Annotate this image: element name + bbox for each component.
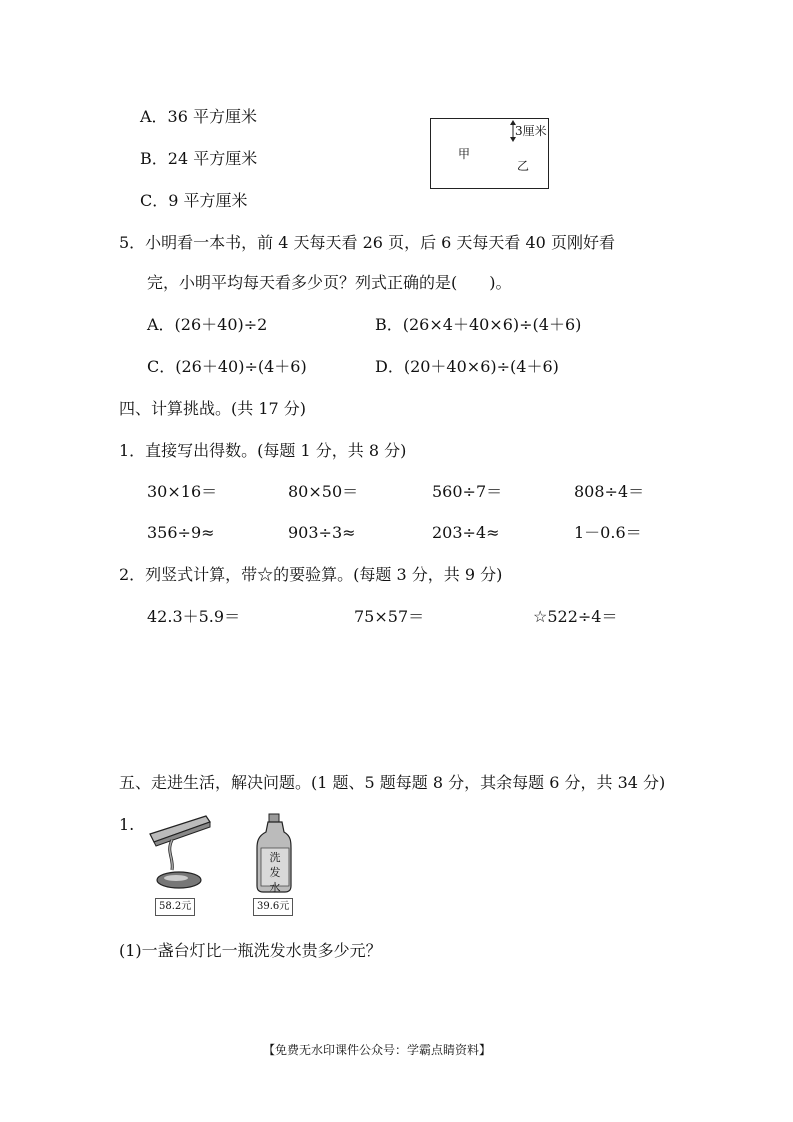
calc-item: 808÷4＝ (574, 482, 645, 501)
calc-item: 356÷9≈ (147, 523, 215, 542)
section-5-q1-part-1: (1)一盏台灯比一瓶洗发水贵多少元？ (119, 941, 382, 960)
shampoo-label (267, 850, 283, 895)
q5-option-a: A．(26＋40)÷2 (147, 315, 268, 334)
calc-item: 903÷3≈ (288, 523, 356, 542)
section-4-subtitle-2: 2．列竖式计算，带☆的要验算。(每题 3 分，共 9 分) (119, 565, 503, 584)
q4-option-b: B．24 平方厘米 (140, 149, 258, 168)
figure-dimension-label: 3厘米 (515, 124, 547, 138)
section-5-title: 五、走进生活，解决问题。(1 题、5 题每题 8 分，其余每题 6 分，共 34 分) (119, 773, 666, 792)
section-5-q1-number: 1. (119, 815, 135, 834)
q5-option-d: D．(20＋40×6)÷(4＋6) (375, 357, 559, 376)
calc-item: 30×16＝ (147, 482, 218, 501)
section-4-title: 四、计算挑战。(共 17 分) (119, 399, 307, 418)
calc-item: 203÷4≈ (432, 523, 500, 542)
shampoo-label-char: 水 (269, 881, 281, 894)
q5-line-1: 5．小明看一本书，前 4 天每天看 26 页，后 6 天每天看 40 页刚好看 (119, 233, 615, 252)
q5-option-b: B．(26×4＋40×6)÷(4＋6) (375, 315, 582, 334)
q4-rectangle-figure (430, 118, 549, 189)
vertical-calc-item: 75×57＝ (354, 607, 425, 626)
desk-lamp-icon (146, 812, 216, 892)
vertical-calc-item: ☆522÷4＝ (533, 607, 618, 626)
q5-line-2: 完，小明平均每天看多少页？列式正确的是( )。 (147, 273, 512, 292)
section-4-subtitle-1: 1．直接写出得数。(每题 1 分，共 8 分) (119, 441, 407, 460)
q4-option-a: A．36 平方厘米 (140, 107, 258, 126)
calc-item: 1－0.6＝ (574, 523, 642, 542)
q5-option-c: C．(26＋40)÷(4＋6) (147, 357, 307, 376)
lamp-price-tag: 58.2元 (155, 898, 195, 916)
figure-label-yi: 乙 (517, 159, 530, 173)
calc-item: 80×50＝ (288, 482, 359, 501)
shampoo-price-tag: 39.6元 (253, 898, 293, 916)
vertical-calc-item: 42.3＋5.9＝ (147, 607, 241, 626)
shampoo-label-char: 发 (269, 866, 281, 879)
footer-note: 【免费无水印课件公众号：学霸点睛资料】 (263, 1043, 492, 1057)
calc-item: 560÷7＝ (432, 482, 503, 501)
shampoo-label-char: 洗 (269, 851, 281, 864)
q4-option-c: C．9 平方厘米 (140, 191, 248, 210)
figure-label-jia: 甲 (458, 147, 471, 161)
